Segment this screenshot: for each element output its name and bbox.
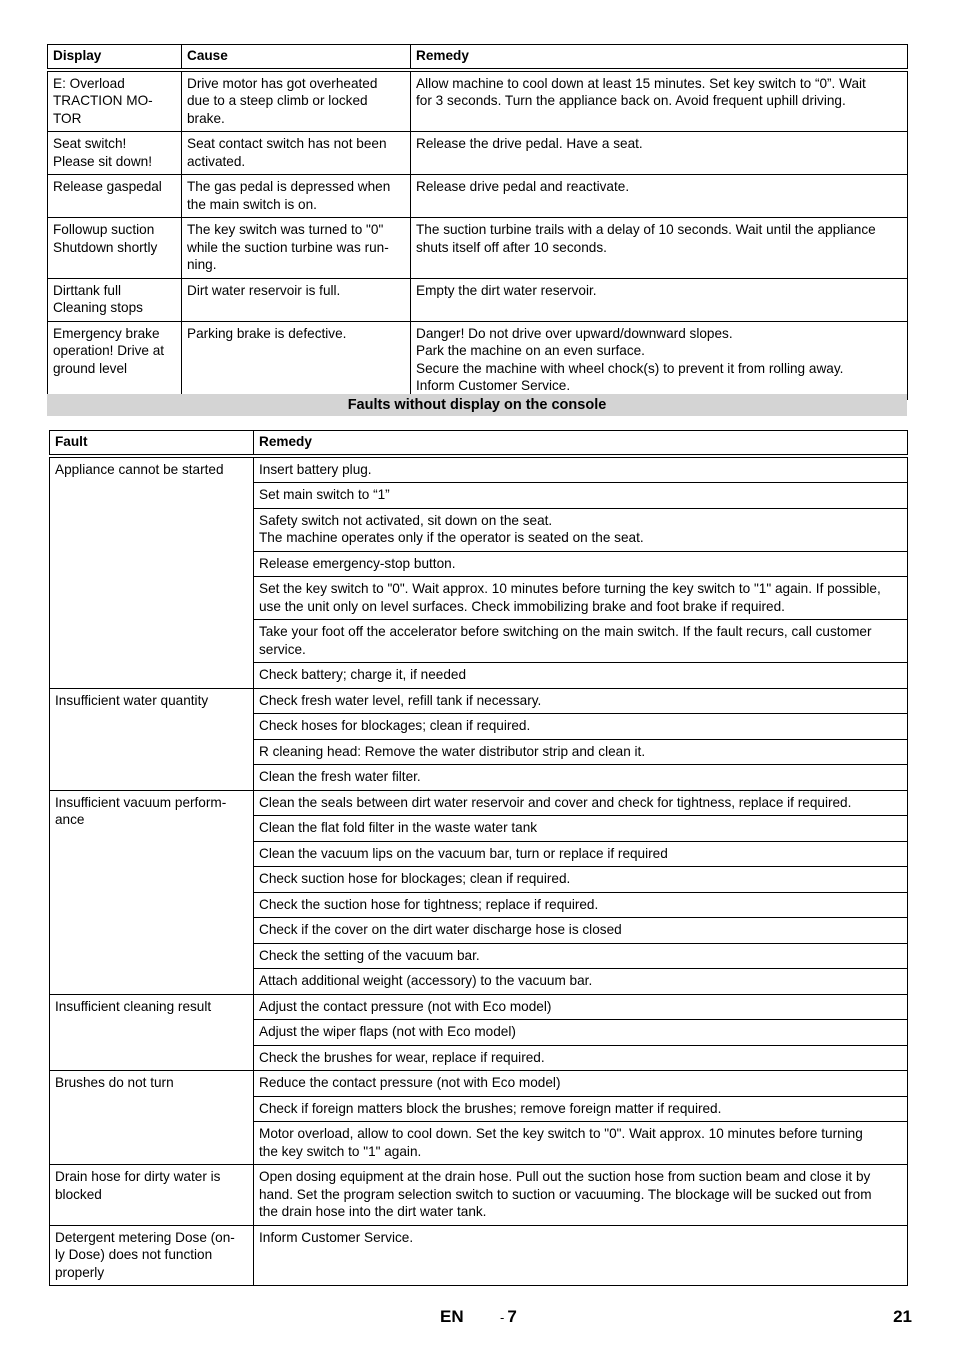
remedy-text: The machine operates only if the operator is seated on the seat. — [259, 530, 644, 545]
remedy-text: Check the suction hose for tightness; replace if required. — [259, 896, 599, 912]
fault-cell — [50, 456, 254, 689]
fault-without-display-table — [49, 430, 908, 1286]
table-row — [48, 218, 908, 279]
remedy-text: Clean the fresh water filter. — [259, 769, 421, 784]
remedy-text: hand. Set the program selection switch to suction or vacuuming. The blockage will be sucked out from — [259, 1186, 872, 1202]
remedy-text: Motor overload, allow to cool down. Set the key switch to "0". Wait approx. 10 minutes before turning — [259, 1126, 863, 1141]
display-text: Followup suction — [53, 222, 155, 237]
remedy-cell — [254, 1165, 908, 1226]
remedy-text: R cleaning head: Remove the water distributor strip and clean it. — [259, 743, 646, 759]
display-table-header-row — [48, 45, 908, 70]
display-cell — [48, 70, 182, 132]
fault-cell — [50, 994, 254, 1071]
remedy-cell — [254, 1122, 908, 1165]
remedy-text: Open dosing equipment at the drain hose. Pull out the suction hose from suction beam and close it by — [259, 1169, 871, 1184]
remedy-cell — [411, 70, 908, 132]
fault-cell — [50, 1071, 254, 1165]
cause-text: activated. — [187, 153, 246, 169]
remedy-text: Check the brushes for wear, replace if required. — [259, 1049, 545, 1065]
table-row — [48, 132, 908, 175]
cause-cell — [182, 132, 411, 175]
fault-text: ly Dose) does not function — [55, 1247, 213, 1262]
remedy-text: The suction turbine trails with a delay of 10 seconds. Wait until the appliance — [416, 222, 876, 237]
remedy-text: service. — [259, 641, 306, 657]
table-row — [50, 1071, 908, 1097]
fault-cell — [50, 688, 254, 790]
remedy-text: Check fresh water level, refill tank if necessary. — [259, 692, 542, 708]
remedy-text: use the unit only on level surfaces. Check immobilizing brake and foot brake if required. — [259, 598, 785, 614]
table-row — [50, 1225, 908, 1286]
fault-text: Insufficient water quantity — [55, 692, 209, 708]
remedy-text: Clean the seals between dirt water reservoir and cover and check for tightness, replace if required. — [259, 794, 852, 810]
remedy-cell — [254, 790, 908, 816]
remedy-cell — [411, 175, 908, 218]
remedy-text: Check if the cover on the dirt water discharge hose is closed — [259, 922, 622, 937]
display-text: Seat switch! — [53, 136, 127, 151]
remedy-text: Reduce the contact pressure (not with Eco model) — [259, 1075, 561, 1090]
cause-text: The gas pedal is depressed when — [187, 179, 391, 194]
fault-text: Drain hose for dirty water is — [55, 1169, 221, 1184]
remedy-cell — [254, 714, 908, 740]
fault-table-header-row — [50, 431, 908, 456]
fault-cell — [50, 1165, 254, 1226]
cause-text: while the suction turbine was run- — [187, 239, 389, 255]
remedy-cell — [411, 321, 908, 399]
remedy-text: Adjust the wiper flaps (not with Eco model) — [259, 1024, 516, 1039]
remedy-text: Clean the flat fold filter in the waste water tank — [259, 820, 538, 835]
remedy-cell — [411, 218, 908, 279]
remedy-cell — [254, 551, 908, 577]
remedy-text: Check if foreign matters block the brushes; remove foreign matter if required. — [259, 1100, 722, 1116]
cause-text: due to a steep climb or locked — [187, 93, 368, 108]
remedy-text: Check the setting of the vacuum bar. — [259, 947, 480, 963]
remedy-cell — [254, 867, 908, 893]
remedy-text: Inform Customer Service. — [259, 1229, 414, 1245]
remedy-cell — [254, 456, 908, 483]
remedy-text: for 3 seconds. Turn the appliance back on. Avoid frequent uphill driving. — [416, 93, 846, 108]
fault-text: Brushes do not turn — [55, 1075, 174, 1090]
display-text: Emergency brake — [53, 325, 160, 341]
cause-cell — [182, 175, 411, 218]
display-text: Dirttank full — [53, 282, 121, 298]
fault-text: Detergent metering Dose (on- — [55, 1229, 235, 1245]
cause-text: brake. — [187, 110, 225, 126]
fault-text: blocked — [55, 1186, 102, 1202]
display-cell — [48, 132, 182, 175]
display-text: E: Overload — [53, 75, 125, 91]
table-row — [48, 175, 908, 218]
display-text: TRACTION MO- — [53, 93, 153, 108]
table-row — [50, 790, 908, 816]
cause-text: Drive motor has got overheated — [187, 75, 378, 91]
remedy-text: Take your foot off the accelerator before switching on the main switch. If the fault recurs, call customer — [259, 624, 872, 639]
fault-text: Appliance cannot be started — [55, 461, 224, 477]
remedy-cell — [254, 892, 908, 918]
header-fault-remedy: Remedy — [254, 431, 908, 456]
remedy-text: Set the key switch to "0". Wait approx. 10 minutes before turning the key switch to "1" again. If possible, — [259, 581, 881, 596]
display-cell — [48, 218, 182, 279]
cause-cell — [182, 218, 411, 279]
fault-text: Insufficient cleaning result — [55, 998, 212, 1014]
remedy-text: shuts itself off after 10 seconds. — [416, 239, 607, 255]
display-cell — [48, 278, 182, 321]
cause-text: Dirt water reservoir is full. — [187, 282, 341, 298]
cause-text: the main switch is on. — [187, 196, 317, 212]
footer-section-number: 7 — [507, 1307, 517, 1326]
table-row — [50, 456, 908, 483]
remedy-text: Empty the dirt water reservoir. — [416, 282, 597, 298]
remedy-cell — [254, 841, 908, 867]
table-row — [48, 278, 908, 321]
remedy-text: Insert battery plug. — [259, 461, 372, 477]
remedy-cell — [254, 1225, 908, 1286]
remedy-text: Danger! Do not drive over upward/downward slopes. — [416, 325, 733, 341]
remedy-cell — [254, 1096, 908, 1122]
cause-text: Parking brake is defective. — [187, 325, 347, 341]
display-text: Release gaspedal — [53, 179, 162, 194]
remedy-text: Release emergency-stop button. — [259, 555, 456, 571]
remedy-cell — [254, 577, 908, 620]
remedy-text: the key switch to "1" again. — [259, 1143, 422, 1159]
display-text: TOR — [53, 110, 82, 126]
remedy-cell — [254, 1045, 908, 1071]
remedy-cell — [254, 1071, 908, 1097]
header-fault: Fault — [50, 431, 254, 456]
display-text: operation! Drive at — [53, 343, 165, 358]
remedy-text: Safety switch not activated, sit down on the seat. — [259, 512, 553, 528]
footer-page-number: 21 — [893, 1307, 912, 1326]
section-title: Faults without display on the console — [47, 394, 907, 416]
fault-text: ance — [55, 812, 85, 827]
remedy-cell — [254, 765, 908, 791]
remedy-text: Adjust the contact pressure (not with Eco model) — [259, 998, 552, 1014]
fault-cell — [50, 1225, 254, 1286]
table-row — [48, 70, 908, 132]
remedy-cell — [411, 132, 908, 175]
remedy-cell — [254, 816, 908, 842]
remedy-text: Release drive pedal and reactivate. — [416, 179, 630, 194]
remedy-cell — [254, 508, 908, 551]
header-remedy: Remedy — [411, 45, 908, 70]
display-text: Shutdown shortly — [53, 239, 158, 255]
header-display: Display — [48, 45, 182, 70]
remedy-text: Park the machine on an even surface. — [416, 343, 645, 358]
cause-text: ning. — [187, 257, 217, 272]
remedy-text: Clean the vacuum lips on the vacuum bar, turn or replace if required — [259, 845, 668, 861]
remedy-text: Allow machine to cool down at least 15 minutes. Set key switch to “0”. Wait — [416, 75, 866, 91]
remedy-cell — [254, 739, 908, 765]
table-row — [50, 688, 908, 714]
remedy-text: Check suction hose for blockages; clean if required. — [259, 871, 571, 886]
remedy-cell — [254, 943, 908, 969]
display-text: ground level — [53, 360, 128, 376]
remedy-cell — [254, 663, 908, 689]
remedy-text: Inform Customer Service. — [416, 378, 571, 393]
cause-cell — [182, 70, 411, 132]
remedy-cell — [254, 918, 908, 944]
footer-language: EN — [440, 1307, 464, 1326]
header-cause: Cause — [182, 45, 411, 70]
footer-dash: - — [500, 1310, 505, 1325]
remedy-text: Set main switch to “1” — [259, 487, 390, 502]
table-row — [50, 994, 908, 1020]
display-fault-table — [47, 44, 908, 400]
fault-cell — [50, 790, 254, 994]
display-text: Please sit down! — [53, 153, 152, 169]
remedy-cell — [254, 688, 908, 714]
remedy-cell — [254, 483, 908, 509]
remedy-text: Check battery; charge it, if needed — [259, 667, 467, 682]
remedy-text: Secure the machine with wheel chock(s) to prevent it from rolling away. — [416, 360, 844, 376]
remedy-text: Release the drive pedal. Have a seat. — [416, 136, 643, 151]
remedy-cell — [254, 620, 908, 663]
remedy-cell — [254, 1020, 908, 1046]
table-row — [48, 321, 908, 399]
remedy-text: Check hoses for blockages; clean if required. — [259, 718, 531, 733]
display-text: Cleaning stops — [53, 300, 143, 315]
table-row — [50, 1165, 908, 1226]
cause-cell — [182, 278, 411, 321]
cause-text: The key switch was turned to "0" — [187, 222, 384, 237]
cause-cell — [182, 321, 411, 399]
remedy-cell — [411, 278, 908, 321]
fault-text: properly — [55, 1264, 105, 1280]
remedy-text: Attach additional weight (accessory) to the vacuum bar. — [259, 973, 593, 988]
cause-text: Seat contact switch has not been — [187, 136, 387, 151]
fault-text: Insufficient vacuum perform- — [55, 794, 227, 810]
remedy-text: the drain hose into the dirt water tank. — [259, 1204, 487, 1219]
display-cell — [48, 321, 182, 399]
display-cell — [48, 175, 182, 218]
footer-section-page — [500, 1307, 517, 1327]
remedy-cell — [254, 994, 908, 1020]
remedy-cell — [254, 969, 908, 995]
